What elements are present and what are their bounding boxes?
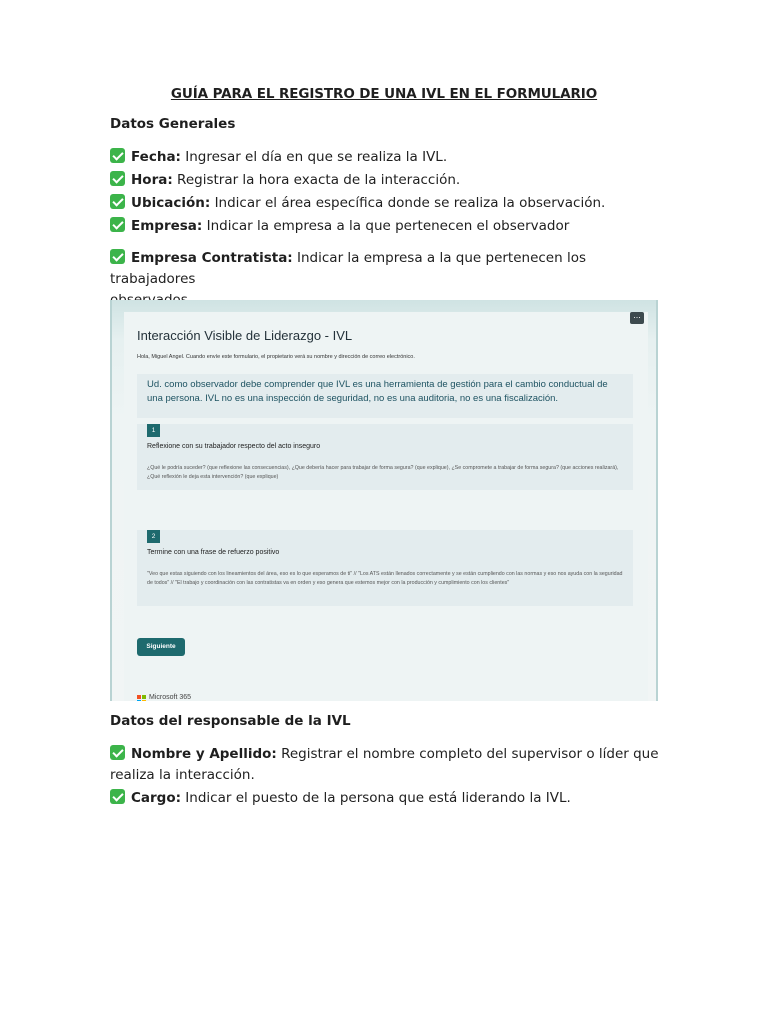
- checkmark-icon: [110, 249, 125, 264]
- form-notice: Ud. como observador debe comprender que IVL es una herramienta de gestión para el cambio conductual de una persona. IVL no es una inspección de seguridad, no es una auditoria, no es una fiscalización.: [137, 374, 633, 418]
- checkmark-icon: [110, 148, 125, 163]
- question-title: Termine con una frase de refuerzo positivo: [147, 549, 280, 556]
- checkmark-icon: [110, 745, 125, 760]
- question-number: 2: [147, 530, 160, 543]
- checkmark-icon: [110, 194, 125, 209]
- form-panel: [124, 312, 648, 701]
- question-card: [137, 424, 633, 490]
- form-title: Interacción Visible de Liderazgo - IVL: [137, 328, 353, 343]
- next-button[interactable]: Siguiente: [137, 638, 185, 656]
- list-item-ubicacion: Ubicación: Indicar el área específica donde se realiza la observación.: [110, 193, 670, 214]
- section-heading-general: Datos Generales: [110, 116, 236, 132]
- list-item-fecha: Fecha: Ingresar el día en que se realiza la IVL.: [110, 147, 670, 168]
- question-title: Reflexione con su trabajador respecto del acto inseguro: [147, 443, 321, 450]
- list-item-nombre: Nombre y Apellido: Registrar el nombre completo del supervisor o líder que realiza la interacción.: [110, 746, 659, 783]
- question-card: [137, 530, 633, 606]
- form-screenshot: [110, 300, 658, 701]
- list-item-hora: Hora: Registrar la hora exacta de la interacción.: [110, 170, 670, 191]
- question-hint: "Veo que estas siguiendo con los lineamientos del área, eso es lo que esperamos de ti" // "Los ATS están llenados correctamente y se están cumpliendo con las normas y eso nos ayuda con la seguridad de todos" // "El trabajo y coordinación con las contratistas va en orden y eso genera que estemos mejor con la producción y cumplimiento con los clientes": [147, 571, 623, 586]
- section-heading-responsable: Datos del responsable de la IVL: [110, 713, 351, 729]
- checkmark-icon: [110, 171, 125, 186]
- list-item-empresa: Empresa: Indicar la empresa a la que pertenecen el observador: [110, 216, 670, 237]
- brand-label: Microsoft 365: [149, 694, 192, 701]
- checkmark-icon: [110, 789, 125, 804]
- question-hint: ¿Qué le podría suceder? (que reflexione las consecuencias), ¿Que debería hacer para trabajar de forma segura? (que explique), ¿Se compromete a trabajar de forma segura? (que acciones realizará), ¿Qué reflexión le deja esta intervención? (que explique): [147, 465, 619, 480]
- list-item-cargo: Cargo: Indicar el puesto de la persona que está liderando la IVL.: [110, 788, 670, 809]
- form-greeting: Hola, Miguel Angel. Cuando envíe este formulario, el propietario verá su nombre y dirección de correo electrónico.: [137, 354, 415, 360]
- question-number: 1: [147, 424, 160, 437]
- list-item-empresa-contratista: Empresa Contratista: Indicar la empresa a la que pertenecen los trabajadores: [110, 250, 587, 287]
- more-options-button[interactable]: ...: [630, 312, 644, 324]
- microsoft-logo-icon: [137, 695, 146, 701]
- checkmark-icon: [110, 217, 125, 232]
- document-title: GUÍA PARA EL REGISTRO DE UNA IVL EN EL FORMULARIO: [170, 86, 598, 102]
